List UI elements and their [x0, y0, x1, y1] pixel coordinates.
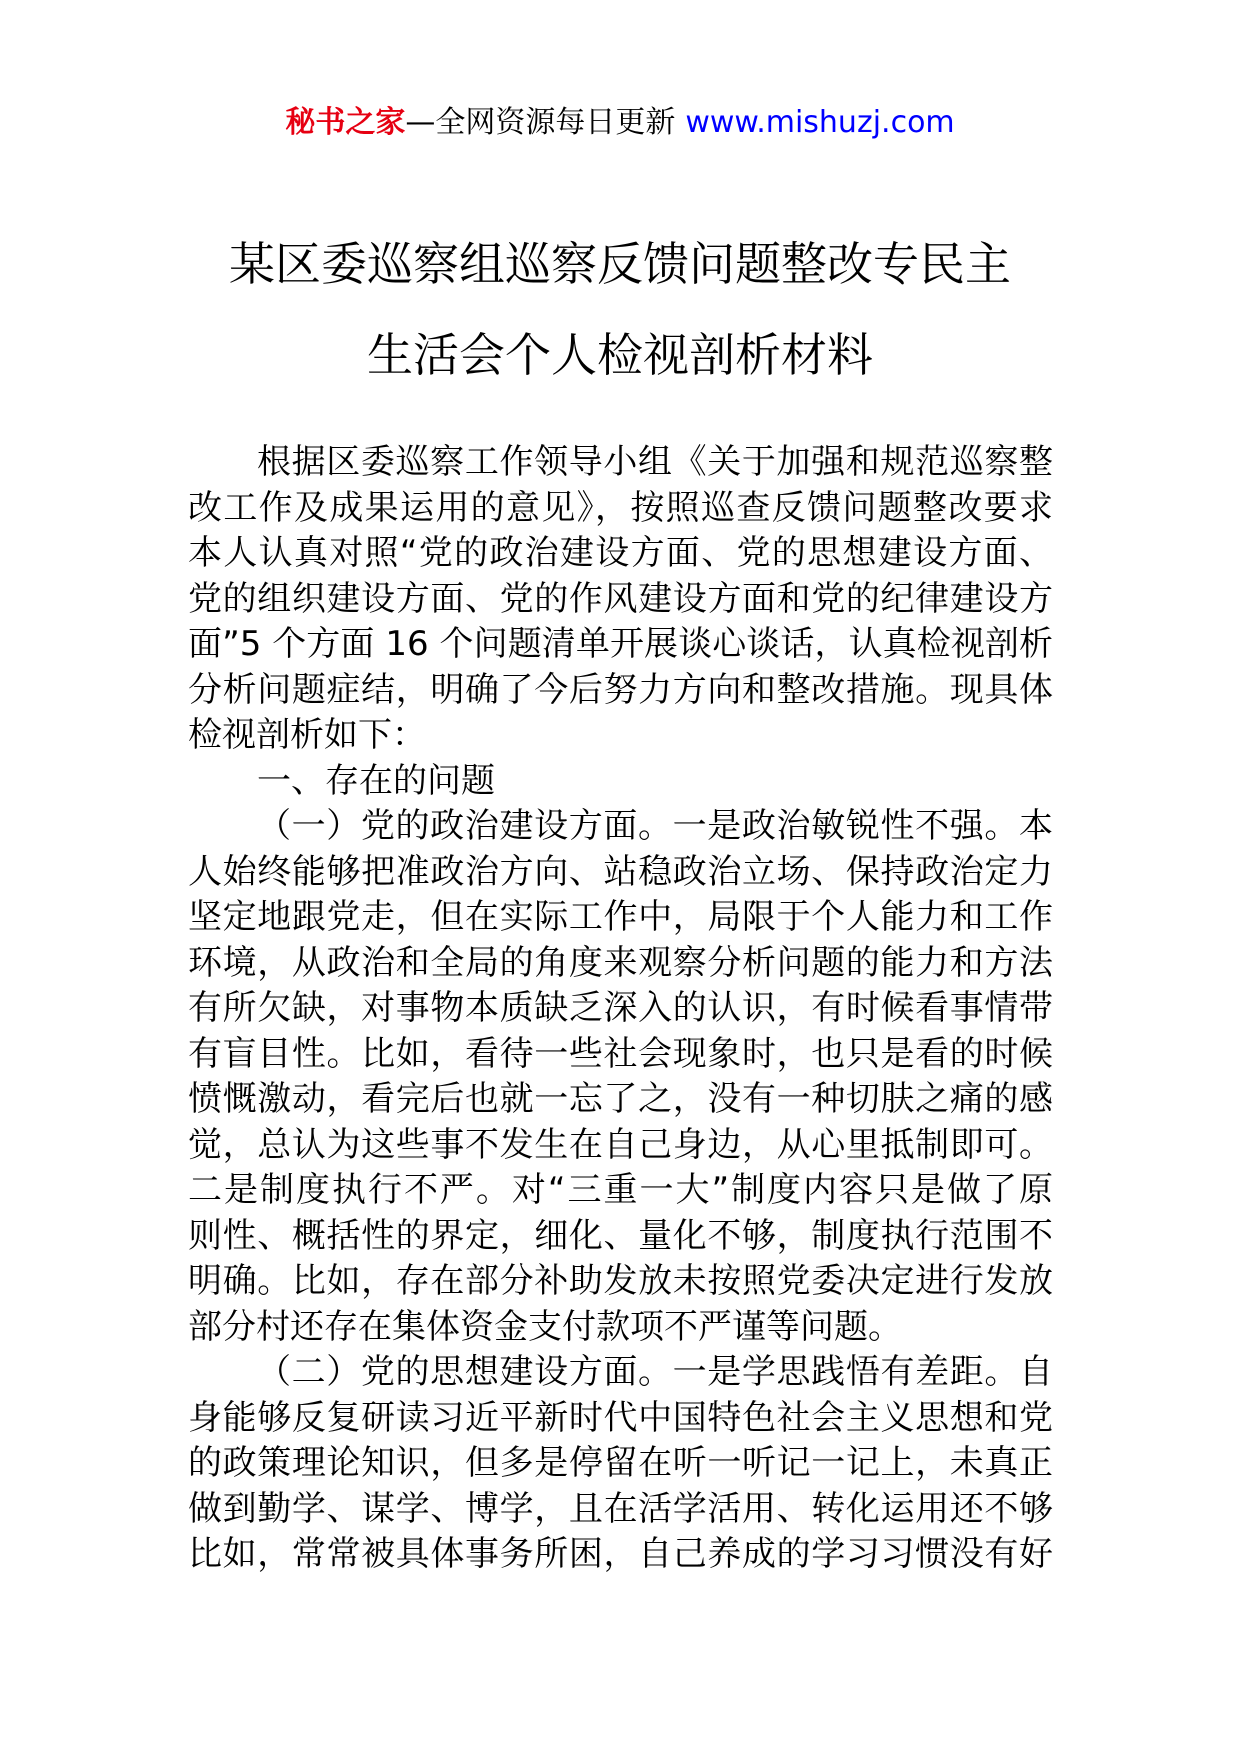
document-title: [0, 219, 1240, 401]
text-line: 有盲目性。比如，看待一些社会现象时，也只是看的时候: [188, 1033, 1053, 1074]
text-line: 根据区委巡察工作领导小组《关于加强和规范巡察整: [257, 442, 1053, 482]
section-heading-problems: [188, 759, 1053, 805]
text-line: 则性、概括性的界定，细化、量化不够，制度执行范围不: [188, 1215, 1053, 1256]
site-url-link[interactable]: www.mishuzj.com: [685, 105, 955, 140]
document-body: [188, 440, 1053, 1578]
paragraph-political-building: [188, 804, 1053, 1350]
text-line: 部分村还存在集体资金支付款项不严谨等问题。: [188, 1306, 902, 1347]
text-line: 检视剖析如下：: [188, 715, 426, 755]
text-line: 二是制度执行不严。对“三重一大”制度内容只是做了原: [188, 1170, 1053, 1210]
title-line: 某区委巡察组巡察反馈问题整改专民主: [229, 237, 1011, 291]
text-line: 环境，从政治和全局的角度来观察分析问题的能力和方法: [188, 942, 1053, 983]
text-line: 身能够反复研读习近平新时代中国特色社会主义思想和党: [188, 1397, 1053, 1438]
header-tagline: —全网资源每日更新: [405, 105, 676, 140]
text-line: 明确。比如，存在部分补助发放未按照党委决定进行发放: [188, 1261, 1053, 1301]
text-line: 做到勤学、谋学、博学，且在活学活用、转化运用还不够: [188, 1488, 1053, 1529]
text-line: 人始终能够把准政治方向、站稳政治立场、保持政治定力: [188, 851, 1053, 892]
text-line: 分析问题症结，明确了今后努力方向和整改措施。现具体: [188, 669, 1053, 710]
section-heading: 一、存在的问题: [257, 760, 495, 801]
text-line: 改工作及成果运用的意见》，按照巡查反馈问题整改要求: [188, 487, 1053, 528]
site-header: [0, 103, 1240, 143]
text-line: 本人认真对照“党的政治建设方面、党的思想建设方面、: [188, 533, 1053, 573]
text-line: 面”5 个方面 16 个问题清单开展谈心谈话，认真检视剖析: [188, 624, 1053, 664]
text-line: 党的组织建设方面、党的作风建设方面和党的纪律建设方: [188, 578, 1053, 619]
text-line: （二）党的思想建设方面。一是学思践悟有差距。自: [257, 1352, 1053, 1392]
text-line: 觉，总认为这些事不发生在自己身边，从心里抵制即可。: [188, 1124, 1053, 1165]
text-line: 比如，常常被具体事务所困，自己养成的学习习惯没有好: [188, 1534, 1053, 1574]
text-line: 愤慨激动，看完后也就一忘了之，没有一种切肤之痛的感: [188, 1079, 1053, 1119]
text-line: 坚定地跟党走，但在实际工作中，局限于个人能力和工作: [188, 897, 1053, 937]
text-line: （一）党的政治建设方面。一是政治敏锐性不强。本: [257, 806, 1053, 846]
text-line: 的政策理论知识，但多是停留在听一听记一记上，未真正: [188, 1443, 1053, 1483]
brand-name: 秘书之家: [285, 105, 406, 140]
paragraph-ideological-building: [188, 1350, 1053, 1578]
title-line: 生活会个人检视剖析材料: [367, 328, 873, 382]
text-line: 有所欠缺，对事物本质缺乏深入的认识，有时候看事情带: [188, 988, 1053, 1028]
paragraph-intro: [188, 440, 1053, 759]
